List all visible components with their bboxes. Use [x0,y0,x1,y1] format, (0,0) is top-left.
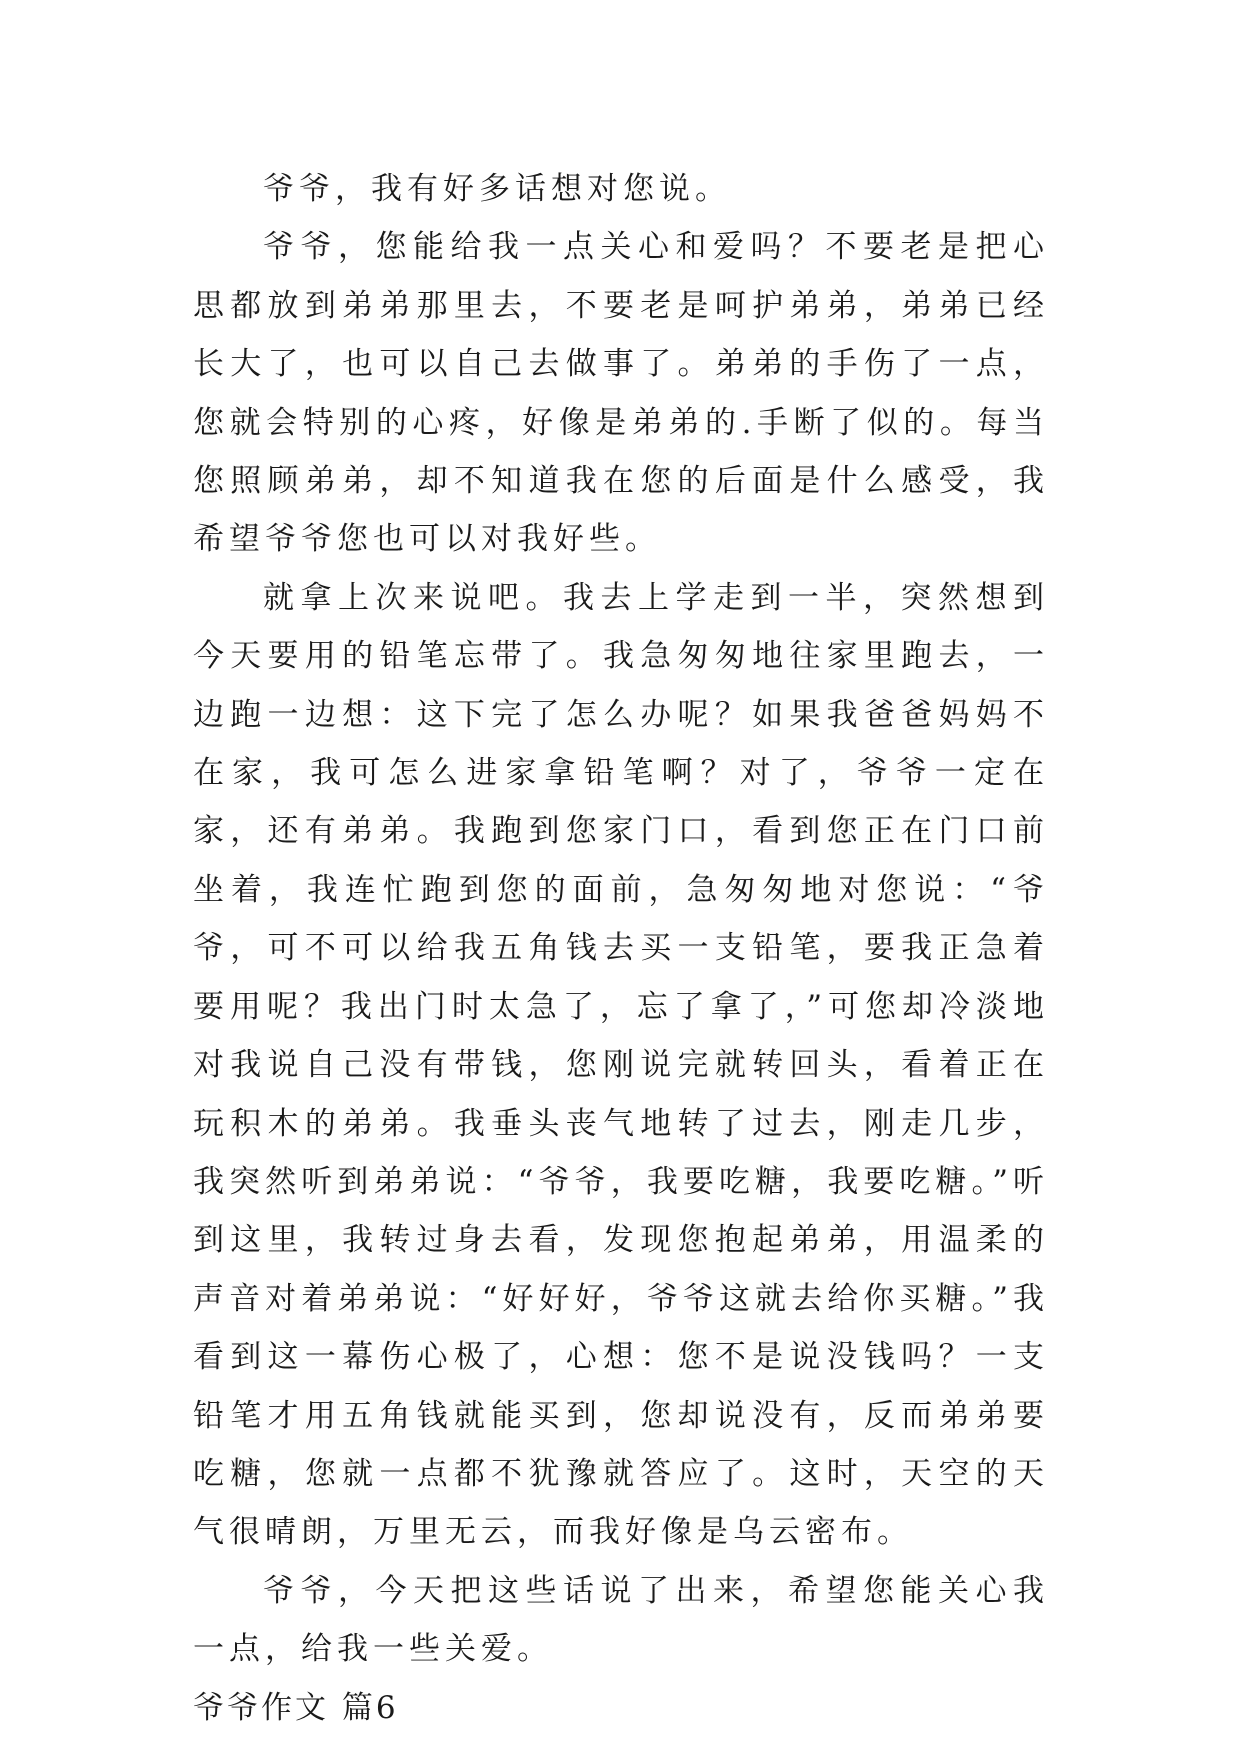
paragraph-closing: 爷爷，今天把这些话说了出来，希望您能关心我一点，给我一些关爱。 [193,1572,1049,1668]
paragraph-request: 爷爷，您能给我一点关心和爱吗？不要老是把心思都放到弟弟那里去，不要老是呵护弟弟，弟弟已经长大了，也可以自己去做事了。弟弟的手伤了一点，您就会特别的心疼，好像是弟弟的.手断了似的。每当您照顾弟弟，却不知道我在您的后面是什么感受，我希望爷爷您也可以对我好些。 [193,229,1049,558]
next-essay-heading: 爷爷作文 篇6 [193,1689,399,1726]
paragraph-story: 就拿上次来说吧。我去上学走到一半，突然想到今天要用的铅笔忘带了。我急匆匆地往家里跑去，一边跑一边想：这下完了怎么办呢？如果我爸爸妈妈不在家，我可怎么进家拿铅笔啊？对了，爷爷一定在家，还有弟弟。我跑到您家门口，看到您正在门口前坐着，我连忙跑到您的面前，急匆匆地对您说：“爷爷，可不可以给我五角钱去买一支铅笔，要我正急着要用呢？我出门时太急了，忘了拿了，”可您却冷淡地对我说自己没有带钱，您刚说完就转回头，看着正在玩积木的弟弟。我垂头丧气地转了过去，刚走几步，我突然听到弟弟说：“爷爷，我要吃糖，我要吃糖。”听到这里，我转过身去看，发现您抱起弟弟，用温柔的声音对着弟弟说：“好好好，爷爷这就去给你买糖。”我看到这一幕伤心极了，心想：您不是说没钱吗？一支铅笔才用五角钱就能买到，您却说没有，反而弟弟要吃糖，您就一点都不犹豫就答应了。这时，天空的天气很晴朗，万里无云，而我好像是乌云密布。 [193,579,1049,1551]
document-body [193,160,1049,1737]
paragraph-opening: 爷爷，我有好多话想对您说。 [263,171,731,207]
